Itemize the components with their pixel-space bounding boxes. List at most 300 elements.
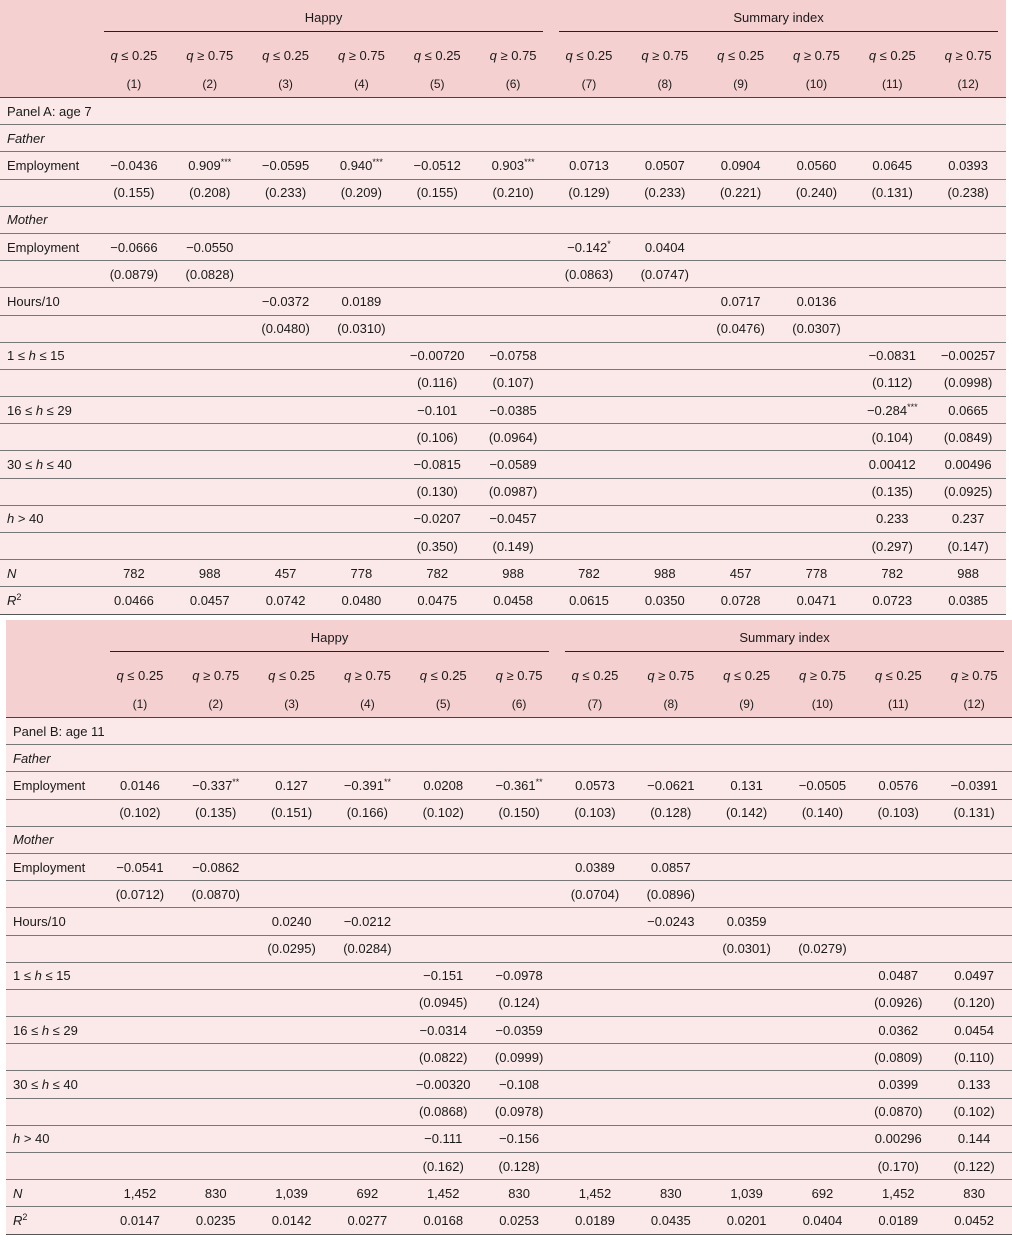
table-cell: [633, 1125, 709, 1152]
table-cell: [703, 98, 779, 125]
quantile-header: q ≤ 0.25: [551, 34, 627, 77]
table-cell: [481, 826, 557, 853]
table-cell: 0.233: [854, 505, 930, 532]
table-row: [0, 587, 1006, 614]
table-cell: [557, 826, 633, 853]
column-number: (12): [936, 697, 1012, 718]
table-cell: [633, 1044, 709, 1071]
table-cell: (0.233): [248, 179, 324, 206]
table-row: [6, 1017, 1012, 1044]
table-cell: (0.102): [102, 799, 178, 826]
table-cell: [551, 125, 627, 152]
table-cell: [785, 853, 861, 880]
table-cell: [633, 1017, 709, 1044]
row-label: Panel A: age 7: [0, 98, 96, 125]
row-label: [6, 1044, 102, 1071]
table-row: [0, 505, 1006, 532]
column-number: (8): [627, 77, 703, 98]
table-row: [6, 1044, 1012, 1071]
table-cell: [779, 478, 855, 505]
quantile-header: q ≥ 0.75: [172, 34, 248, 77]
table-row: [0, 397, 1006, 424]
table-cell: (0.155): [399, 179, 475, 206]
table-cell: [627, 505, 703, 532]
table-cell: 0.0497: [936, 962, 1012, 989]
table-cell: (0.0307): [779, 315, 855, 342]
table-cell: [172, 397, 248, 424]
row-label: Panel B: age 11: [6, 718, 102, 745]
table-cell: 0.0717: [703, 288, 779, 315]
table-cell: [709, 881, 785, 908]
table-cell: 0.0136: [779, 288, 855, 315]
table-cell: [936, 745, 1012, 772]
row-label: [0, 533, 96, 560]
table-cell: [785, 826, 861, 853]
table-cell: [254, 881, 330, 908]
table-cell: [254, 718, 330, 745]
table-cell: (0.155): [96, 179, 172, 206]
table-cell: (0.0704): [557, 881, 633, 908]
table-cell: [102, 989, 178, 1016]
table-cell: [329, 989, 405, 1016]
table-cell: 0.0189: [860, 1207, 936, 1234]
table-cell: 0.0713: [551, 152, 627, 179]
table-cell: [703, 397, 779, 424]
table-row: [0, 533, 1006, 560]
table-cell: 0.237: [930, 505, 1006, 532]
table-cell: [96, 397, 172, 424]
quantile-header: q ≤ 0.25: [102, 654, 178, 697]
table-cell: 0.0147: [102, 1207, 178, 1234]
table-cell: [860, 935, 936, 962]
row-label: Employment: [0, 233, 96, 260]
table-cell: [627, 342, 703, 369]
row-label: 16 ≤ h ≤ 29: [0, 397, 96, 424]
table-cell: [329, 745, 405, 772]
table-cell: [557, 1098, 633, 1125]
table-cell: 0.0507: [627, 152, 703, 179]
table-cell: [102, 935, 178, 962]
table-row: [0, 369, 1006, 396]
panel-b-table: [6, 620, 1012, 1235]
table-cell: (0.0747): [627, 261, 703, 288]
table-cell: [551, 342, 627, 369]
table-cell: [475, 288, 551, 315]
table-cell: (0.0849): [930, 424, 1006, 451]
table-cell: 0.127: [254, 772, 330, 799]
group-header: Summary index: [557, 620, 1012, 654]
table-cell: [785, 1044, 861, 1071]
quantile-header: q ≤ 0.25: [709, 654, 785, 697]
table-cell: 1,039: [254, 1180, 330, 1207]
table-cell: [936, 826, 1012, 853]
table-cell: (0.0870): [860, 1098, 936, 1125]
row-label: Employment: [0, 152, 96, 179]
table-cell: [703, 206, 779, 233]
column-number: (2): [172, 77, 248, 98]
table-row: [6, 826, 1012, 853]
table-cell: [703, 478, 779, 505]
table-cell: [323, 261, 399, 288]
table-cell: 988: [627, 560, 703, 587]
table-cell: (0.0868): [405, 1098, 481, 1125]
table-cell: [557, 935, 633, 962]
table-cell: [475, 233, 551, 260]
row-label: Mother: [6, 826, 102, 853]
row-label: h > 40: [0, 505, 96, 532]
quantile-header: q ≤ 0.25: [854, 34, 930, 77]
table-cell: [703, 424, 779, 451]
row-label: $R^2$: [0, 587, 96, 614]
table-cell: [323, 533, 399, 560]
table-cell: (0.209): [323, 179, 399, 206]
row-label: [0, 478, 96, 505]
table-cell: (0.131): [936, 799, 1012, 826]
table-cell: [475, 315, 551, 342]
table-cell: −0.0207: [399, 505, 475, 532]
table-cell: (0.104): [854, 424, 930, 451]
table-cell: 782: [551, 560, 627, 587]
table-cell: [551, 98, 627, 125]
table-cell: [709, 989, 785, 1016]
table-cell: [248, 533, 324, 560]
table-row: [0, 206, 1006, 233]
table-cell: [254, 1125, 330, 1152]
table-cell: [936, 908, 1012, 935]
table-cell: [254, 1017, 330, 1044]
group-header-row: [6, 620, 1012, 654]
table-row: [6, 799, 1012, 826]
table-cell: [703, 451, 779, 478]
table-cell: (0.107): [475, 369, 551, 396]
table-cell: [323, 397, 399, 424]
table-cell: [557, 745, 633, 772]
column-number: (4): [329, 697, 405, 718]
table-cell: −0.0372: [248, 288, 324, 315]
table-cell: [248, 397, 324, 424]
table-cell: [481, 908, 557, 935]
table-cell: 988: [930, 560, 1006, 587]
table-row: [6, 1098, 1012, 1125]
table-cell: [860, 718, 936, 745]
table-cell: [779, 533, 855, 560]
table-cell: [102, 1071, 178, 1098]
table-cell: 0.0253: [481, 1207, 557, 1234]
table-cell: [399, 206, 475, 233]
table-cell: [709, 853, 785, 880]
table-cell: [709, 745, 785, 772]
row-label: [6, 881, 102, 908]
table-cell: [785, 881, 861, 908]
table-cell: [860, 826, 936, 853]
quantile-header: q ≤ 0.25: [254, 654, 330, 697]
table-row: [6, 1125, 1012, 1152]
table-cell: [254, 1098, 330, 1125]
quantile-header-row: [0, 34, 1006, 77]
table-row: [6, 908, 1012, 935]
table-cell: −0.0589: [475, 451, 551, 478]
table-row: [0, 152, 1006, 179]
table-cell: [405, 881, 481, 908]
column-number: (5): [405, 697, 481, 718]
table-cell: [860, 853, 936, 880]
table-cell: [779, 261, 855, 288]
table-cell: 0.0142: [254, 1207, 330, 1234]
table-cell: (0.135): [178, 799, 254, 826]
table-cell: [481, 853, 557, 880]
table-cell: (0.208): [172, 179, 248, 206]
table-cell: −0.0457: [475, 505, 551, 532]
table-cell: [323, 478, 399, 505]
table-cell: [254, 1071, 330, 1098]
table-cell: [399, 315, 475, 342]
table-cell: [475, 206, 551, 233]
table-cell: −0.0758: [475, 342, 551, 369]
table-row: [0, 478, 1006, 505]
quantile-header: q ≥ 0.75: [633, 654, 709, 697]
table-cell: [329, 718, 405, 745]
table-cell: 0.0277: [329, 1207, 405, 1234]
table-cell: −0.142*: [551, 233, 627, 260]
quantile-header: q ≥ 0.75: [930, 34, 1006, 77]
table-cell: [551, 397, 627, 424]
row-label: [6, 989, 102, 1016]
row-label: Hours/10: [6, 908, 102, 935]
table-cell: [936, 718, 1012, 745]
row-label: 16 ≤ h ≤ 29: [6, 1017, 102, 1044]
table-cell: [633, 962, 709, 989]
table-cell: [248, 478, 324, 505]
table-cell: [102, 962, 178, 989]
table-cell: [551, 424, 627, 451]
table-cell: (0.128): [481, 1153, 557, 1180]
table-cell: 0.0240: [254, 908, 330, 935]
table-cell: [627, 206, 703, 233]
table-cell: (0.0879): [96, 261, 172, 288]
table-cell: 0.0857: [633, 853, 709, 880]
table-cell: [399, 125, 475, 152]
table-cell: 1,039: [709, 1180, 785, 1207]
table-cell: −0.0385: [475, 397, 551, 424]
table-cell: 0.0404: [627, 233, 703, 260]
table-cell: [475, 125, 551, 152]
column-number: (10): [779, 77, 855, 98]
quantile-header: q ≥ 0.75: [475, 34, 551, 77]
table-cell: 0.00412: [854, 451, 930, 478]
table-cell: [557, 1017, 633, 1044]
table-cell: [936, 881, 1012, 908]
table-cell: −0.00720: [399, 342, 475, 369]
table-cell: [633, 1098, 709, 1125]
table-cell: (0.120): [936, 989, 1012, 1016]
table-cell: [779, 451, 855, 478]
group-header: Summary index: [551, 0, 1006, 34]
row-label: [0, 315, 96, 342]
table-cell: [96, 533, 172, 560]
table-row: [6, 962, 1012, 989]
table-cell: 782: [854, 560, 930, 587]
table-cell: [96, 288, 172, 315]
table-cell: [703, 342, 779, 369]
table-cell: [96, 424, 172, 451]
table-row: [0, 424, 1006, 451]
table-cell: 0.0146: [102, 772, 178, 799]
table-cell: (0.103): [557, 799, 633, 826]
table-cell: [481, 935, 557, 962]
table-cell: [627, 315, 703, 342]
table-row: [6, 745, 1012, 772]
table-cell: [178, 1071, 254, 1098]
table-cell: [551, 533, 627, 560]
table-cell: [178, 718, 254, 745]
table-cell: [178, 1098, 254, 1125]
table-cell: (0.140): [785, 799, 861, 826]
table-cell: 0.0487: [860, 962, 936, 989]
table-row: [0, 98, 1006, 125]
column-number: (9): [703, 77, 779, 98]
table-cell: 0.0350: [627, 587, 703, 614]
table-cell: [785, 962, 861, 989]
table-cell: 778: [779, 560, 855, 587]
table-cell: [399, 261, 475, 288]
table-cell: 0.0385: [930, 587, 1006, 614]
table-cell: [703, 533, 779, 560]
table-cell: 778: [323, 560, 399, 587]
row-label: [6, 799, 102, 826]
table-cell: [248, 369, 324, 396]
table-cell: −0.151: [405, 962, 481, 989]
quantile-header: q ≥ 0.75: [323, 34, 399, 77]
table-cell: [178, 1153, 254, 1180]
table-cell: 0.0404: [785, 1207, 861, 1234]
table-cell: [405, 853, 481, 880]
table-cell: 1,452: [102, 1180, 178, 1207]
column-number: (11): [860, 697, 936, 718]
table-cell: −0.0666: [96, 233, 172, 260]
table-cell: −0.108: [481, 1071, 557, 1098]
table-cell: −0.284***: [854, 397, 930, 424]
table-cell: [96, 451, 172, 478]
table-cell: [551, 478, 627, 505]
table-cell: 692: [329, 1180, 405, 1207]
table-cell: [633, 745, 709, 772]
table-cell: [96, 478, 172, 505]
column-number: (12): [930, 77, 1006, 98]
table-cell: (0.116): [399, 369, 475, 396]
table-cell: −0.0436: [96, 152, 172, 179]
table-cell: (0.130): [399, 478, 475, 505]
table-cell: [323, 369, 399, 396]
table-cell: [854, 288, 930, 315]
table-cell: [172, 424, 248, 451]
table-cell: [323, 233, 399, 260]
table-cell: (0.147): [930, 533, 1006, 560]
column-number-row: [0, 77, 1006, 98]
table-cell: 0.0560: [779, 152, 855, 179]
table-cell: 0.0457: [172, 587, 248, 614]
table-cell: [627, 478, 703, 505]
row-label: [0, 424, 96, 451]
row-label: Hours/10: [0, 288, 96, 315]
table-cell: −0.0512: [399, 152, 475, 179]
table-cell: 830: [481, 1180, 557, 1207]
table-cell: [172, 98, 248, 125]
table-row: [6, 1071, 1012, 1098]
table-cell: (0.149): [475, 533, 551, 560]
table-cell: (0.0828): [172, 261, 248, 288]
table-cell: [785, 1098, 861, 1125]
row-label: N: [6, 1180, 102, 1207]
table-cell: [329, 1017, 405, 1044]
table-cell: [557, 1044, 633, 1071]
table-cell: −0.361**: [481, 772, 557, 799]
quantile-header: q ≤ 0.25: [405, 654, 481, 697]
table-cell: 0.0359: [709, 908, 785, 935]
table-cell: [178, 1044, 254, 1071]
table-cell: (0.238): [930, 179, 1006, 206]
table-cell: [936, 935, 1012, 962]
table-cell: [627, 397, 703, 424]
table-cell: (0.106): [399, 424, 475, 451]
table-cell: (0.0476): [703, 315, 779, 342]
table-cell: 0.00296: [860, 1125, 936, 1152]
table-cell: [96, 98, 172, 125]
row-label: 1 ≤ h ≤ 15: [6, 962, 102, 989]
table-cell: (0.112): [854, 369, 930, 396]
table-cell: 0.0665: [930, 397, 1006, 424]
column-number: (5): [399, 77, 475, 98]
group-header: Happy: [96, 0, 551, 34]
table-cell: [323, 206, 399, 233]
quantile-header: q ≥ 0.75: [936, 654, 1012, 697]
table-cell: [785, 1125, 861, 1152]
table-cell: [172, 342, 248, 369]
row-label: $R^2$: [6, 1207, 102, 1234]
row-label: 30 ≤ h ≤ 40: [0, 451, 96, 478]
table-cell: [703, 369, 779, 396]
row-label: [0, 369, 96, 396]
table-cell: 1,452: [405, 1180, 481, 1207]
table-cell: [703, 125, 779, 152]
table-cell: [854, 98, 930, 125]
quantile-header: q ≥ 0.75: [178, 654, 254, 697]
table-cell: [709, 1044, 785, 1071]
table-cell: [329, 1153, 405, 1180]
table-cell: (0.0964): [475, 424, 551, 451]
table-cell: 0.903***: [475, 152, 551, 179]
row-label: 30 ≤ h ≤ 40: [6, 1071, 102, 1098]
table-cell: (0.0301): [709, 935, 785, 962]
table-cell: [399, 288, 475, 315]
table-cell: −0.0212: [329, 908, 405, 935]
quantile-header: q ≥ 0.75: [329, 654, 405, 697]
table-cell: [633, 1153, 709, 1180]
table-cell: [779, 505, 855, 532]
table-cell: [102, 908, 178, 935]
table-cell: −0.0862: [178, 853, 254, 880]
table-cell: 0.0454: [936, 1017, 1012, 1044]
row-label: [0, 261, 96, 288]
column-number: (4): [323, 77, 399, 98]
table-cell: [405, 908, 481, 935]
table-row: [6, 772, 1012, 799]
table-cell: [785, 745, 861, 772]
table-cell: [178, 989, 254, 1016]
column-number: (7): [551, 77, 627, 98]
table-row: [6, 935, 1012, 962]
table-cell: (0.0870): [178, 881, 254, 908]
quantile-header: q ≤ 0.25: [399, 34, 475, 77]
